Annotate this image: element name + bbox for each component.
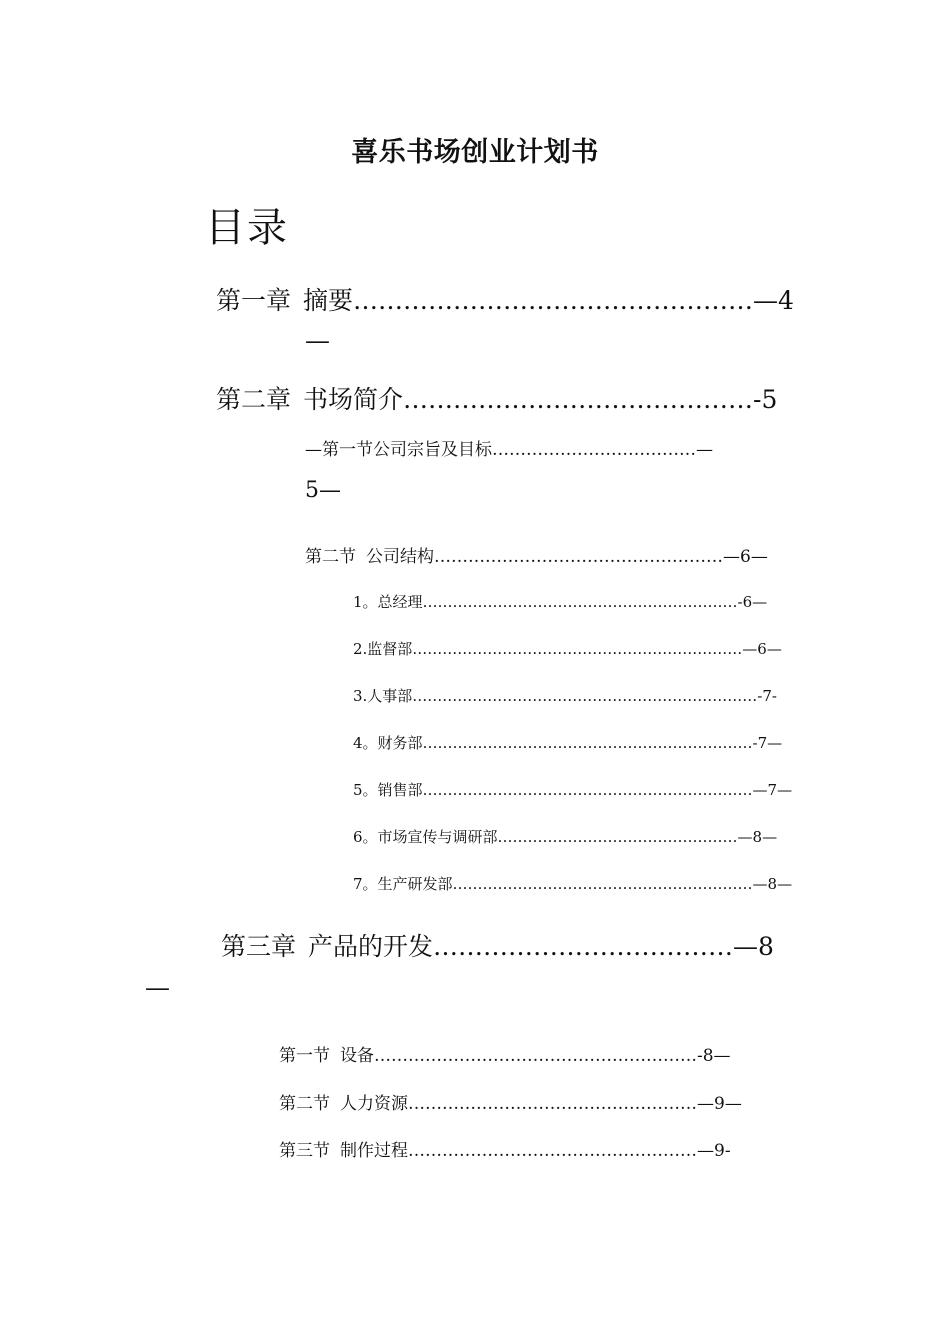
subitem-text: 1。总经理………………………………………………………-6— — [353, 593, 768, 611]
toc-entry-section-3-1[interactable] — [279, 1041, 731, 1066]
chapter-name: 书场简介 — [303, 385, 404, 414]
leader-dots: ……………………………………-5 — [403, 385, 778, 414]
leader-dots: ……………………………………………—6— — [434, 547, 768, 567]
section-name: 制作过程 — [340, 1141, 408, 1161]
section-name: 公司结构 — [366, 547, 434, 567]
subitem-text: 3.人事部……………………………………………………………-7- — [353, 687, 777, 705]
leader-dots: …………………………………………………-8— — [374, 1046, 731, 1066]
chapter-label: 第二章 — [216, 385, 292, 414]
toc-entry-section-2-1[interactable] — [305, 435, 713, 460]
leader-dots: ………………………………—8 — [433, 932, 774, 961]
toc-entry-chapter-1-continuation — [305, 326, 330, 355]
section-name: 设备 — [340, 1046, 374, 1066]
toc-subitem[interactable] — [353, 732, 782, 753]
subitem-text: 4。财务部…………………………………………………………-7— — [353, 734, 783, 752]
chapter-label: 第一章 — [216, 286, 292, 315]
toc-entry-section-2-1-continuation — [305, 478, 341, 503]
leader-dots: ……………………………………………—9— — [408, 1094, 742, 1114]
toc-heading: 目录 — [205, 205, 289, 251]
page-number-continuation: — — [305, 326, 330, 355]
chapter-name: 摘要 — [303, 286, 354, 315]
subitem-text: 5。销售部…………………………………………………………—7— — [353, 781, 793, 799]
section-label: 第三节 — [279, 1141, 330, 1161]
toc-subitem[interactable] — [353, 826, 777, 847]
subitem-text: 7。生产研发部……………………………………………………—8— — [353, 875, 793, 893]
toc-entry-chapter-1[interactable] — [216, 281, 794, 317]
chapter-label: 第三章 — [221, 932, 297, 961]
leader-dots: …………………………………………—4 — [353, 286, 794, 315]
toc-entry-chapter-2[interactable] — [216, 380, 777, 416]
toc-subitem[interactable] — [353, 873, 792, 894]
page-number-continuation: — — [145, 973, 170, 1002]
toc-entry-section-3-3[interactable] — [279, 1136, 731, 1161]
subitem-text: 6。市场宣传与调研部…………………………………………—8— — [353, 828, 778, 846]
toc-entry-chapter-3[interactable] — [221, 927, 774, 963]
toc-subitem[interactable] — [353, 779, 792, 800]
chapter-name: 产品的开发 — [308, 932, 434, 961]
page-title: 喜乐书场创业计划书 — [351, 137, 599, 168]
section-label: 第二节 — [305, 547, 356, 567]
toc-subitem[interactable] — [353, 638, 782, 659]
toc-subitem[interactable] — [353, 591, 767, 612]
leader-dots: ……………………………………………—9- — [408, 1141, 731, 1161]
section-text: —第一节公司宗旨及目标………………………………— — [305, 440, 713, 460]
toc-entry-section-2-2[interactable] — [305, 542, 768, 567]
section-name: 人力资源 — [340, 1094, 408, 1114]
toc-subitem[interactable] — [353, 685, 777, 706]
toc-entry-section-3-2[interactable] — [279, 1089, 742, 1114]
subitem-text: 2.监督部…………………………………………………………—6— — [353, 640, 782, 658]
page-number-continuation: 5— — [305, 478, 341, 503]
toc-entry-chapter-3-continuation — [145, 973, 170, 1002]
section-label: 第二节 — [279, 1094, 330, 1114]
section-label: 第一节 — [279, 1046, 330, 1066]
